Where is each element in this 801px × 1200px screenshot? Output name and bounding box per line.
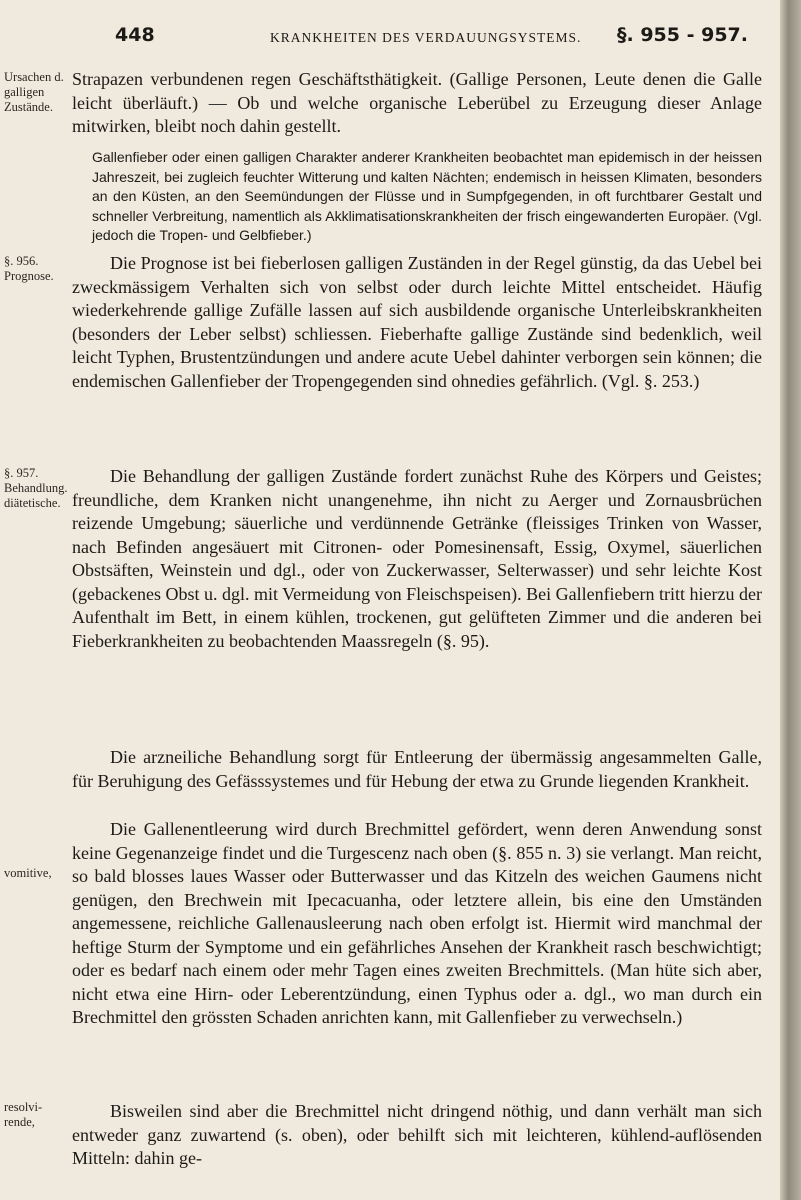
margin-note-vomitive: vomitive, bbox=[4, 866, 52, 880]
margin-note-ursachen: Ursachen d. galligen Zustände. bbox=[4, 70, 64, 114]
running-title: KRANKHEITEN DES VERDAUUNGSYSTEMS. bbox=[270, 30, 582, 45]
margin-note-behandlung: §. 957. Behandlung. diätetische. bbox=[4, 466, 68, 510]
page-number: 448 bbox=[115, 24, 155, 46]
page-header bbox=[60, 18, 762, 58]
paragraph-behandlung: Die Behandlung der galligen Zustände fordert zunächst Ruhe des Körpers und Geistes; freundliche, dem Kranken nicht unangenehme, ihn nicht zu Aerger und Zornausbrüchen reizende Umgebung; säuerliche und verdünnende Getränke (fleissiges Trinken von Wasser, nach Befinden angesäuert mit Citronen- oder Pomesinensaft, Essig, Oxymel, säuerlichen Obstsäften, Weinstein und dgl., oder von Zuckerwasser, Selterwasser) und sehr leichte Kost (gebackenes Obst u. dgl. mit Vermeidung von Fleischspeisen). Bei Gallenfiebern tritt hierzu der Aufenthalt im Bett, in einem kühlen, trockenen, gut gelüfteten Zimmer und die anderen bei Fieberkrankheiten zu beobachtenden Maassregeln (§. 95). bbox=[72, 466, 762, 651]
paragraph-gallenentleerung: Die Gallenentleerung wird durch Brechmittel gefördert, wenn deren Anwendung sonst keine Gegenanzeige findet und die Turgescenz nach oben (§. 855 n. 3) sie verlangt. Man reicht, so bald blosses laues Wasser oder Butterwasser und das Kitzeln des weichen Gaumens nicht genügen, den Brechwein mit Ipecacuanha, oder letztere allein, bis eine den Umständen angemessene, reichliche Gallenausleerung nach oben erfolgt ist. Hiermit wird manchmal der heftige Sturm der Symptome und ein gefährliches Ansehen der Krankheit rasch beschwichtigt; oder es bedarf nach einem oder mehr Tagen eines zweiten Brechmittels. (Man hüte sich aber, nicht etwa eine Hirn- oder Leberentzündung, einen Typhus oder a. dgl., wo man durch ein Brechmittel den grössten Schaden anrichten kann, mit Gallenfieber zu verwechseln.) bbox=[72, 819, 762, 1027]
paragraph-prognose: Die Prognose ist bei fieberlosen galligen Zuständen in der Regel günstig, da das Uebel bei zweckmässigem Verhalten sich von selbst oder durch leichte Mittel entscheidet. Häufig wiederkehrende gallige Zufälle lassen auf sich ausbildende organische Unterleibskrankheiten (besonders der Leber selbst) schliessen. Fieberhafte gallige Zustände sind bedenklich, weil leicht Typhen, Brustentzündungen und andere acute Uebel dahinter verborgen sein können; die endemischen Gallenfieber der Tropengegenden sind ohnedies gefährlich. (Vgl. §. 253.) bbox=[72, 253, 762, 391]
paragraph-galligkeit-intro: Strapazen verbundenen regen Geschäftsthätigkeit. (Gallige Personen, Leute denen die Galle leicht überläuft.) — Ob und welche organische Leberübel zu Erzeugung dieser Anlage mitwirken, bleibt noch dahin gestellt. bbox=[72, 69, 762, 136]
margin-note-resolvirende: resolvi-rende, bbox=[4, 1100, 43, 1129]
margin-note-prognose: §. 956. Prognose. bbox=[4, 254, 54, 283]
paragraph-arzneiliche-behandlung: Die arzneiliche Behandlung sorgt für Entleerung der übermässig angesammelten Galle, für Beruhigung des Gefässsystemes und für Hebung der etwa zu Grunde liegenden Krankheit. bbox=[72, 747, 762, 791]
page-edge bbox=[780, 0, 801, 1200]
section-reference: §. 955 - 957. bbox=[617, 24, 748, 46]
paragraph-brechmittel: Bisweilen sind aber die Brechmittel nicht dringend nöthig, und dann verhält man sich entweder ganz zuwartend (s. oben), oder behilft sich mit leichteren, kühlend-auflösenden Mitteln: dahin ge- bbox=[72, 1101, 762, 1168]
paragraph-gallenfieber-note: Gallenfieber oder einen galligen Charakter anderer Krankheiten beobachtet man epidemisch in der heissen Jahreszeit, bei zugleich feuchter Witterung und kalten Nächten; endemisch in heissen Klimaten, besonders an den Küsten, an den Seemündungen der Flüsse und in Sumpfgegenden, in oft furchtbarer Gestalt und schneller Verbreitung, namentlich als Akklimatisationskrankheiten der frisch eingewanderten Europäer. (Vgl. jedoch die Tropen- und Gelbfieber.) bbox=[92, 149, 762, 243]
